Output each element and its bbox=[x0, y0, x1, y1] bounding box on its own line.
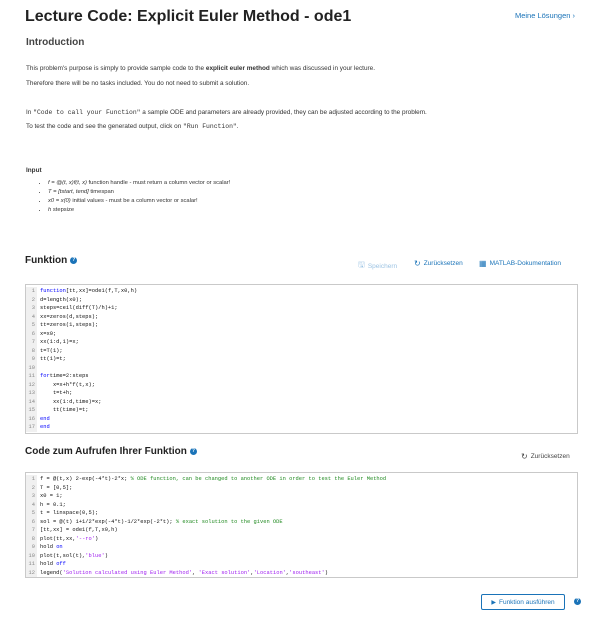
save-label: Speichern bbox=[367, 262, 398, 270]
code-text bbox=[37, 296, 82, 305]
code-line bbox=[26, 492, 577, 501]
intro-code-ref: "Code to call your Function" bbox=[33, 109, 141, 116]
intro-paragraph-3 bbox=[26, 109, 427, 116]
code-text bbox=[37, 501, 66, 510]
page-title: Lecture Code: Explicit Euler Method - ode1 bbox=[25, 8, 352, 25]
code-text bbox=[37, 509, 98, 518]
line-number: 17 bbox=[26, 423, 37, 432]
code-text bbox=[37, 330, 56, 339]
book-icon: ▦ bbox=[479, 259, 487, 268]
code-text bbox=[37, 313, 98, 322]
input-item-desc: stepsize bbox=[51, 207, 75, 213]
code-text bbox=[37, 304, 118, 313]
code-text bbox=[37, 406, 89, 415]
code-token: % ODE function, can be changed to another ODE in order to test the Euler Method bbox=[130, 476, 387, 482]
code-line bbox=[26, 484, 577, 493]
run-function-button[interactable] bbox=[481, 594, 565, 610]
input-item bbox=[48, 206, 230, 215]
code-line bbox=[26, 355, 577, 364]
code-text bbox=[37, 398, 101, 407]
line-number: 7 bbox=[26, 338, 37, 347]
intro-text: In bbox=[26, 109, 34, 116]
code-line bbox=[26, 381, 577, 390]
input-item bbox=[48, 197, 230, 206]
call-code-editor[interactable] bbox=[25, 472, 578, 578]
input-item bbox=[48, 188, 230, 197]
code-text bbox=[37, 560, 66, 569]
code-line bbox=[26, 372, 577, 381]
code-token: t = linspace(0,5); bbox=[40, 510, 99, 516]
input-item-term: h bbox=[48, 207, 52, 213]
code-text bbox=[37, 518, 283, 527]
line-number: 4 bbox=[26, 313, 37, 322]
code-line bbox=[26, 526, 577, 535]
call-heading-text: Code zum Aufrufen Ihrer Funktion bbox=[25, 446, 187, 457]
code-token: tt(1)=t; bbox=[40, 356, 66, 362]
line-number: 16 bbox=[26, 415, 37, 424]
code-token: % exact solution to the given ODE bbox=[175, 518, 283, 525]
code-token: hold bbox=[40, 561, 57, 567]
matlab-docs-link[interactable] bbox=[479, 259, 561, 268]
help-icon[interactable]: ? bbox=[191, 448, 195, 454]
code-token: [tt,xx] = ode1(f,T,x0,h) bbox=[40, 527, 118, 533]
code-text bbox=[37, 355, 66, 364]
introduction-heading: Introduction bbox=[26, 37, 85, 48]
code-line bbox=[26, 347, 577, 356]
line-number: 5 bbox=[26, 509, 37, 518]
line-number: 4 bbox=[26, 501, 37, 510]
code-token: d=length(x0); bbox=[40, 296, 83, 303]
save-button[interactable] bbox=[358, 259, 397, 273]
function-heading bbox=[25, 255, 77, 266]
code-token: 'Exact solution' bbox=[198, 569, 251, 576]
code-line bbox=[26, 552, 577, 561]
code-text bbox=[37, 543, 63, 552]
code-line bbox=[26, 304, 577, 313]
code-text bbox=[37, 552, 108, 561]
line-number: 8 bbox=[26, 347, 37, 356]
code-line bbox=[26, 338, 577, 347]
input-heading: Input bbox=[26, 167, 42, 174]
code-text bbox=[37, 389, 72, 398]
intro-text: which was discussed in your lecture. bbox=[269, 65, 375, 72]
input-item-desc: initial values - must be a column vector or scalar! bbox=[70, 198, 198, 204]
code-token: plot(tt,xx, bbox=[40, 535, 76, 542]
input-item-term: T = [tstart, tend] bbox=[48, 189, 89, 195]
code-token: , bbox=[192, 569, 199, 576]
code-line bbox=[26, 569, 577, 578]
code-token: 'Solution calculated using Euler Method' bbox=[62, 569, 193, 576]
code-token: ) bbox=[324, 569, 329, 576]
code-line bbox=[26, 364, 577, 373]
line-number: 9 bbox=[26, 543, 37, 552]
line-number: 11 bbox=[26, 560, 37, 569]
code-line bbox=[26, 509, 577, 518]
code-token: xx=zeros(d,steps); bbox=[40, 313, 99, 320]
line-number: 7 bbox=[26, 526, 37, 535]
code-token: steps=ceil(diff(T)/h)+1; bbox=[40, 305, 118, 311]
input-list bbox=[38, 179, 230, 215]
input-item-desc: function handle - must return a column vector or scalar! bbox=[86, 180, 231, 186]
code-text bbox=[37, 381, 95, 390]
code-text bbox=[37, 423, 50, 432]
intro-paragraph-2: Therefore there will be no tasks included. You do not need to submit a solution. bbox=[26, 80, 250, 87]
code-line bbox=[26, 475, 577, 484]
code-line bbox=[26, 560, 577, 569]
code-token: x0 = 1; bbox=[40, 493, 63, 499]
code-text bbox=[37, 569, 328, 578]
line-number: 3 bbox=[26, 304, 37, 313]
call-heading bbox=[25, 446, 197, 457]
line-number: 2 bbox=[26, 484, 37, 493]
code-text bbox=[37, 338, 79, 347]
line-number: 8 bbox=[26, 535, 37, 544]
code-text bbox=[37, 415, 50, 424]
intro-text: To test the code and see the generated output, click on bbox=[26, 123, 184, 130]
code-line bbox=[26, 543, 577, 552]
input-item bbox=[48, 179, 230, 188]
code-token: off bbox=[56, 561, 66, 567]
code-token: 'blue' bbox=[85, 552, 105, 559]
code-line bbox=[26, 330, 577, 339]
function-heading-text: Funktion bbox=[25, 255, 68, 266]
function-code-editor[interactable] bbox=[25, 284, 578, 434]
refresh-icon: ↻ bbox=[521, 452, 528, 461]
code-text bbox=[37, 287, 137, 296]
code-token: h = 0.1; bbox=[40, 501, 66, 508]
function-reset-button[interactable] bbox=[414, 259, 463, 268]
code-token: xx(1:d,time)=x; bbox=[40, 398, 102, 405]
code-text bbox=[37, 364, 40, 373]
code-token: x=x0; bbox=[40, 330, 57, 337]
my-solutions-link[interactable]: Meine Lösungen › bbox=[514, 11, 575, 20]
code-token: legend( bbox=[40, 569, 63, 576]
code-text bbox=[37, 526, 118, 535]
code-line bbox=[26, 389, 577, 398]
code-line bbox=[26, 296, 577, 305]
intro-text: . bbox=[236, 123, 239, 130]
code-line bbox=[26, 313, 577, 322]
code-line bbox=[26, 398, 577, 407]
line-number: 11 bbox=[26, 372, 37, 381]
code-line bbox=[26, 321, 577, 330]
code-token: end bbox=[40, 424, 50, 430]
code-text bbox=[37, 484, 72, 493]
code-token: x=x+h*f(t,x); bbox=[40, 381, 95, 388]
code-text bbox=[37, 372, 89, 381]
intro-text: a sample ODE and parameters are already provided, they can be adjusted according to the problem. bbox=[140, 109, 427, 116]
code-token: plot(t,sol(t), bbox=[40, 552, 86, 559]
reset-label: Zurücksetzen bbox=[423, 260, 463, 267]
code-token: f = @(t,x) 2-exp(-4*t)-2*x; bbox=[40, 476, 131, 482]
help-icon[interactable]: ? bbox=[72, 257, 76, 263]
call-reset-button[interactable] bbox=[521, 452, 570, 461]
input-item-desc: timespan bbox=[88, 189, 114, 195]
code-text bbox=[37, 535, 98, 544]
code-line bbox=[26, 535, 577, 544]
run-label: Funktion ausführen bbox=[498, 598, 555, 606]
line-number: 12 bbox=[26, 381, 37, 390]
code-line bbox=[26, 415, 577, 424]
docs-label: MATLAB-Dokumentation bbox=[489, 260, 561, 267]
intro-text: This problem's purpose is simply to provide sample code to the bbox=[26, 65, 206, 72]
code-token: end bbox=[40, 415, 50, 422]
code-token: , bbox=[250, 569, 254, 576]
code-text bbox=[37, 492, 63, 501]
code-token: on bbox=[56, 544, 63, 550]
line-number: 6 bbox=[26, 518, 37, 527]
code-text bbox=[37, 321, 98, 330]
code-token: tt(time)=t; bbox=[40, 407, 89, 413]
help-icon[interactable]: ? bbox=[575, 598, 580, 604]
code-line bbox=[26, 406, 577, 415]
code-token: for bbox=[40, 373, 50, 379]
line-number: 15 bbox=[26, 406, 37, 415]
play-icon: ▶ bbox=[491, 599, 496, 606]
code-token: xx(1:d,1)=x; bbox=[40, 339, 79, 345]
code-line bbox=[26, 518, 577, 527]
code-token: t=t+h; bbox=[40, 390, 73, 396]
code-token: '--ro' bbox=[75, 535, 96, 542]
code-token: 'southeast' bbox=[289, 569, 325, 576]
code-token: T = [0,5]; bbox=[40, 484, 73, 491]
line-number: 5 bbox=[26, 321, 37, 330]
intro-bold: explicit euler method bbox=[205, 65, 270, 72]
line-number: 10 bbox=[26, 364, 37, 373]
refresh-icon: ↻ bbox=[414, 259, 421, 268]
line-number: 10 bbox=[26, 552, 37, 561]
save-icon: 🖫 bbox=[358, 260, 365, 269]
code-line bbox=[26, 423, 577, 432]
line-number: 1 bbox=[26, 475, 37, 484]
line-number: 3 bbox=[26, 492, 37, 501]
line-number: 9 bbox=[26, 355, 37, 364]
code-token: , bbox=[285, 569, 290, 576]
code-token: t=T(1); bbox=[40, 347, 63, 354]
intro-paragraph-1 bbox=[26, 65, 375, 72]
code-token: ) bbox=[104, 552, 108, 559]
code-token: tt=zeros(1,steps); bbox=[40, 322, 99, 328]
reset-label: Zurücksetzen bbox=[530, 453, 570, 460]
line-number: 13 bbox=[26, 389, 37, 398]
intro-code-ref: "Run Function" bbox=[183, 123, 237, 130]
intro-paragraph-4 bbox=[26, 123, 239, 130]
code-text bbox=[37, 347, 63, 356]
code-token: time=2:steps bbox=[49, 373, 89, 379]
code-token: sol = @(t) 1+1/2*exp(-4*t)-1/2*exp(-2*t); bbox=[40, 518, 176, 525]
code-text bbox=[37, 475, 386, 484]
code-token: [tt,xx]=ode1(f,T,x0,h) bbox=[65, 288, 138, 294]
code-line bbox=[26, 501, 577, 510]
line-number: 6 bbox=[26, 330, 37, 339]
line-number: 2 bbox=[26, 296, 37, 305]
code-token: function bbox=[40, 288, 66, 294]
input-item-term: f = @(t, x)f(t, x) bbox=[48, 180, 87, 186]
code-token: ) bbox=[95, 535, 99, 542]
line-number: 14 bbox=[26, 398, 37, 407]
code-line bbox=[26, 287, 577, 296]
line-number: 12 bbox=[26, 569, 37, 578]
code-token: hold bbox=[40, 544, 57, 550]
line-number: 1 bbox=[26, 287, 37, 296]
code-token: 'Location' bbox=[253, 569, 286, 576]
input-item-term: x0 = x(0) bbox=[48, 198, 71, 204]
